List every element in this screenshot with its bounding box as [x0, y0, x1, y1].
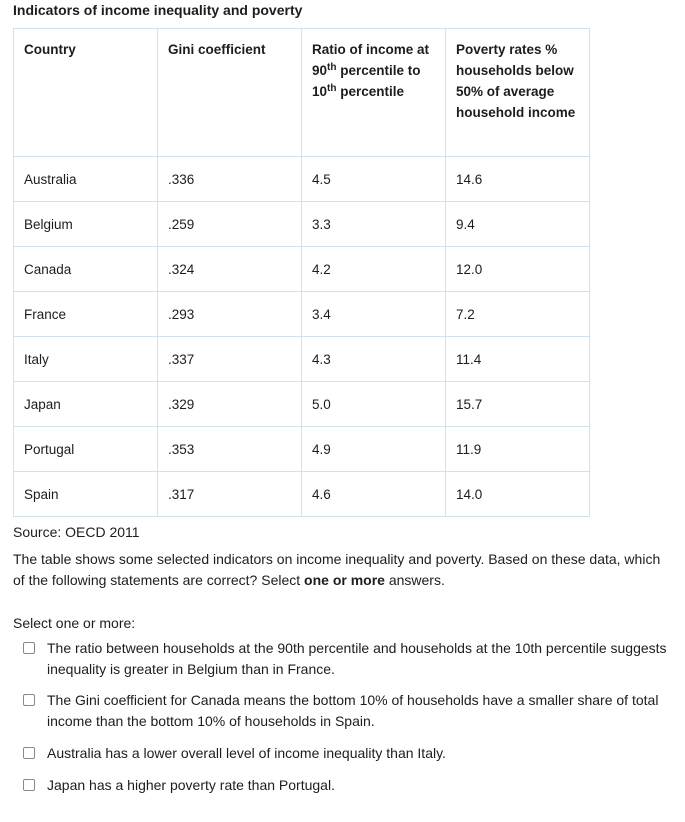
answer-label-2: The Gini coefficient for Canada means the bottom 10% of households have a smaller share of total income than the bottom 10% of households in Spain. — [47, 692, 659, 729]
answer-checkbox-3[interactable] — [23, 747, 35, 759]
cell-gini: .293 — [158, 292, 302, 337]
cell-country: Canada — [14, 247, 158, 292]
answer-label-3: Australia has a lower overall level of income inequality than Italy. — [47, 745, 446, 761]
answer-checkbox-1[interactable] — [23, 642, 35, 654]
cell-ratio: 4.5 — [302, 157, 446, 202]
cell-ratio: 4.2 — [302, 247, 446, 292]
header-ratio-line2: percentile to — [340, 63, 421, 78]
cell-poverty: 15.7 — [446, 382, 590, 427]
table-title: Indicators of income inequality and poverty — [13, 2, 303, 18]
source-note: Source: OECD 2011 — [13, 524, 140, 540]
cell-country: Japan — [14, 382, 158, 427]
question-text — [13, 549, 673, 591]
cell-poverty: 7.2 — [446, 292, 590, 337]
cell-gini: .324 — [158, 247, 302, 292]
answer-option-4[interactable] — [23, 775, 668, 796]
cell-poverty: 9.4 — [446, 202, 590, 247]
cell-gini: .329 — [158, 382, 302, 427]
table-body — [14, 157, 590, 517]
table-row — [14, 292, 590, 337]
cell-gini: .317 — [158, 472, 302, 517]
cell-country: Italy — [14, 337, 158, 382]
cell-country: Belgium — [14, 202, 158, 247]
cell-gini: .353 — [158, 427, 302, 472]
answer-label-4: Japan has a higher poverty rate than Portugal. — [47, 777, 335, 793]
header-ratio-line3: percentile — [340, 84, 405, 99]
cell-ratio: 4.3 — [302, 337, 446, 382]
cell-country: France — [14, 292, 158, 337]
table-header-row — [14, 29, 590, 157]
cell-poverty: 11.4 — [446, 337, 590, 382]
table-row — [14, 157, 590, 202]
cell-country: Spain — [14, 472, 158, 517]
cell-poverty: 14.0 — [446, 472, 590, 517]
table-row — [14, 247, 590, 292]
answer-option-1[interactable] — [23, 638, 668, 680]
header-country: Country — [14, 29, 158, 157]
answer-option-3[interactable] — [23, 743, 668, 764]
table-row — [14, 382, 590, 427]
answer-option-2[interactable] — [23, 690, 668, 732]
select-label: Select one or more: — [13, 615, 136, 631]
table-row — [14, 427, 590, 472]
cell-gini: .336 — [158, 157, 302, 202]
cell-poverty: 11.9 — [446, 427, 590, 472]
table-row — [14, 202, 590, 247]
question-part-b: answers. — [384, 572, 445, 588]
header-ratio-p10: 10 — [312, 84, 328, 99]
table-row — [14, 337, 590, 382]
header-ratio-p90-sup: th — [327, 62, 337, 73]
answer-checkbox-2[interactable] — [23, 694, 35, 706]
header-ratio — [302, 29, 446, 157]
header-ratio-line1: Ratio of income at — [312, 42, 430, 57]
cell-ratio: 5.0 — [302, 382, 446, 427]
cell-gini: .259 — [158, 202, 302, 247]
header-gini: Gini coefficient — [158, 29, 302, 157]
cell-gini: .337 — [158, 337, 302, 382]
cell-ratio: 3.3 — [302, 202, 446, 247]
header-poverty: Poverty rates % households below 50% of average household income — [446, 29, 590, 157]
cell-ratio: 3.4 — [302, 292, 446, 337]
cell-country: Portugal — [14, 427, 158, 472]
table-row — [14, 472, 590, 517]
answer-label-1: The ratio between households at the 90th percentile and households at the 10th percentile suggests inequality is greater in Belgium than in France. — [47, 640, 667, 677]
cell-country: Australia — [14, 157, 158, 202]
header-ratio-p90: 90 — [312, 63, 328, 78]
cell-poverty: 12.0 — [446, 247, 590, 292]
header-ratio-p10-sup: th — [327, 83, 337, 94]
question-bold: one or more — [304, 572, 385, 588]
answer-checkbox-4[interactable] — [23, 779, 35, 791]
inequality-table — [13, 28, 590, 517]
cell-poverty: 14.6 — [446, 157, 590, 202]
question-part-a: The table shows some selected indicators on income inequality and poverty. Based on these data, which of the following statements are correct? Select — [13, 551, 661, 588]
cell-ratio: 4.6 — [302, 472, 446, 517]
cell-ratio: 4.9 — [302, 427, 446, 472]
